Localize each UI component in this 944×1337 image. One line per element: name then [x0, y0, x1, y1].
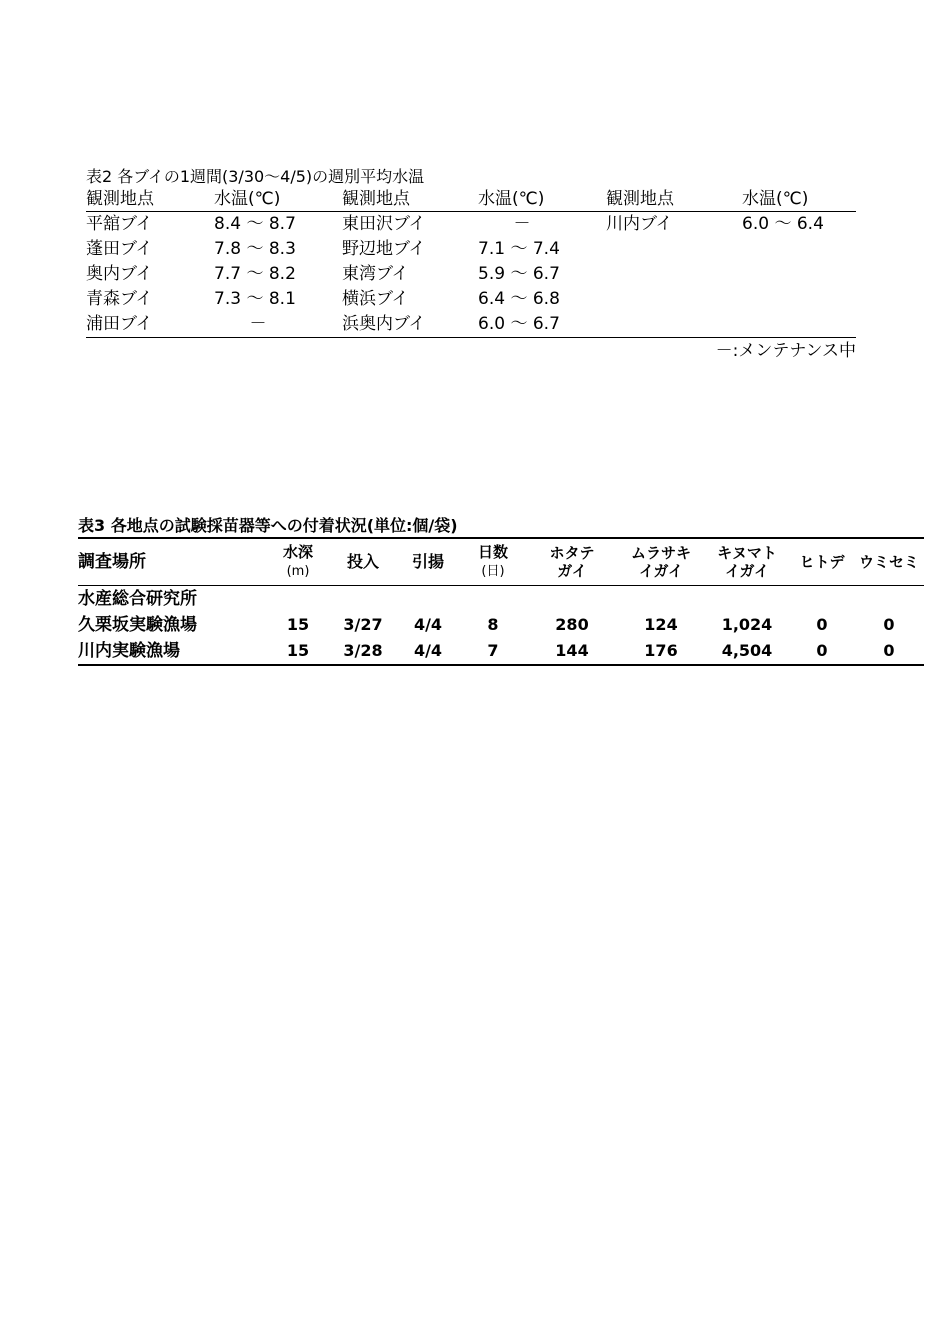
days-cell: 7 — [460, 638, 526, 665]
buoy-temperature-table-block — [86, 166, 856, 363]
location-cell: 東湾ブイ — [342, 264, 409, 284]
header-location: 観測地点 — [86, 188, 214, 212]
retrieve-cell: 4/4 — [413, 615, 443, 634]
header-days — [460, 538, 526, 586]
header-scallop-line1: ホタテ — [549, 544, 595, 562]
table-row — [86, 287, 856, 312]
spat-collection-table-block — [78, 515, 924, 666]
table-row — [78, 612, 924, 638]
buoy-temperature-table — [86, 188, 856, 338]
table-row — [78, 638, 924, 665]
header-kinu-line1: キヌマト — [717, 544, 777, 562]
scallop-cell: 280 — [555, 615, 589, 634]
temp-cell — [742, 237, 856, 262]
temp-cell: 5.9 ～ 6.7 — [478, 264, 560, 284]
header-kinu — [704, 538, 790, 586]
header-location: 観測地点 — [606, 188, 742, 212]
temp-cell — [742, 287, 856, 312]
days-cell: 8 — [487, 615, 499, 634]
spat-collection-table — [78, 537, 924, 666]
deploy-cell: 3/27 — [343, 615, 383, 634]
location-cell: 青森ブイ — [86, 289, 153, 309]
starfish-cell: 0 — [790, 638, 854, 665]
site-cell: 久栗坂実験漁場 — [78, 615, 197, 635]
temp-cell: 7.8 ～ 8.3 — [214, 239, 296, 259]
header-mussel — [618, 538, 704, 586]
temp-cell: 8.4 ～ 8.7 — [214, 214, 296, 234]
header-location: 観測地点 — [342, 188, 478, 212]
mussel-cell: 124 — [644, 615, 678, 634]
deploy-cell: 3/28 — [330, 638, 396, 665]
depth-cell: 15 — [286, 615, 310, 634]
table2-header-row — [86, 188, 856, 212]
location-cell — [606, 262, 742, 287]
header-deploy: 投入 — [330, 538, 396, 586]
header-retrieve: 引揚 — [396, 538, 460, 586]
location-cell — [606, 312, 742, 338]
starfish-cell: 0 — [816, 615, 828, 634]
table3-caption: 表3 各地点の試験採苗器等への付着状況(単位:個/袋) — [78, 516, 458, 535]
kinu-cell: 1,024 — [721, 615, 773, 634]
location-cell: 東田沢ブイ — [342, 214, 426, 234]
temp-cell: 7.3 ～ 8.1 — [214, 289, 296, 309]
table2-caption: 表2 各ブイの1週間(3/30～4/5)の週別平均水温 — [86, 167, 425, 186]
location-cell: 奥内ブイ — [86, 264, 153, 284]
table-row — [86, 237, 856, 262]
header-depth-label: 水深 — [282, 543, 313, 561]
group-label: 水産総合研究所 — [78, 589, 197, 609]
mussel-cell: 176 — [618, 638, 704, 665]
temp-cell: 6.0 ～ 6.4 — [742, 214, 824, 234]
temp-cell: 6.4 ～ 6.8 — [478, 289, 560, 309]
header-scallop — [526, 538, 618, 586]
temp-cell: 7.1 ～ 7.4 — [478, 239, 560, 259]
location-cell: 野辺地ブイ — [342, 239, 426, 259]
header-mussel-line2: イガイ — [638, 562, 684, 580]
header-depth-unit: (m) — [286, 564, 310, 579]
retrieve-cell: 4/4 — [396, 638, 460, 665]
sea-squirt-cell: 0 — [883, 615, 895, 634]
depth-cell: 15 — [266, 638, 330, 665]
table-row — [86, 212, 856, 238]
header-days-unit: (日) — [481, 564, 505, 579]
header-scallop-line2: ガイ — [557, 562, 587, 580]
group-row — [78, 586, 924, 613]
table-row — [86, 312, 856, 338]
table3-header-row — [78, 538, 924, 586]
maintenance-note: －:メンテナンス中 — [715, 341, 856, 361]
temp-cell — [742, 262, 856, 287]
temp-cell: 6.0 ～ 6.7 — [478, 312, 606, 338]
header-water-temp: 水温(℃) — [214, 188, 342, 212]
table-row — [86, 262, 856, 287]
header-depth — [266, 538, 330, 586]
location-cell: 横浜ブイ — [342, 289, 409, 309]
header-water-temp: 水温(℃) — [742, 188, 856, 212]
location-cell — [606, 237, 742, 262]
location-cell: 浜奥内ブイ — [342, 312, 478, 338]
temp-cell: 7.7 ～ 8.2 — [214, 264, 296, 284]
location-cell: 平舘ブイ — [86, 214, 153, 234]
header-starfish: ヒトデ — [790, 538, 854, 586]
location-cell: 浦田ブイ — [86, 312, 214, 338]
header-water-temp: 水温(℃) — [478, 188, 606, 212]
temp-cell — [742, 312, 856, 338]
location-cell: 蓬田ブイ — [86, 239, 153, 259]
location-cell: 川内ブイ — [606, 214, 673, 234]
header-sea-squirt: ウミセミ — [854, 538, 924, 586]
location-cell — [606, 287, 742, 312]
header-site: 調査場所 — [78, 538, 266, 586]
temp-cell: － — [214, 312, 342, 338]
header-kinu-line2: イガイ — [724, 562, 770, 580]
kinu-cell: 4,504 — [704, 638, 790, 665]
temp-cell: － — [513, 214, 531, 234]
header-days-label: 日数 — [477, 543, 508, 561]
site-cell: 川内実験漁場 — [78, 638, 266, 665]
sea-squirt-cell: 0 — [854, 638, 924, 665]
scallop-cell: 144 — [526, 638, 618, 665]
header-mussel-line1: ムラサキ — [630, 544, 691, 562]
